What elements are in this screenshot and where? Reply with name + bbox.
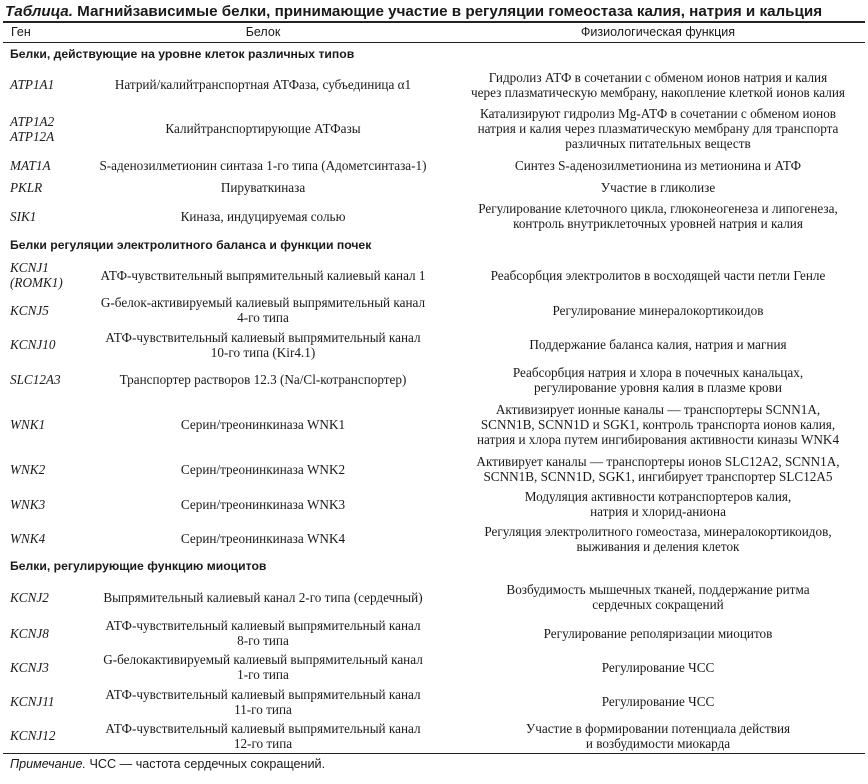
gene-cell-line: (ROMK1) (10, 275, 63, 290)
function-cell (451, 327, 865, 362)
gene-cell-line: WNK3 (10, 496, 46, 512)
protein-cell (75, 650, 451, 684)
protein-cell-line: G-белокактивируемый калиевый выпрямительный канал (103, 652, 423, 667)
function-cell-line: Регулирование клеточного цикла, глюконеогенеза и липогенеза, (478, 201, 838, 216)
gene-cell (3, 719, 75, 753)
function-cell-line: Модуляция активности котранспортеров калия, (524, 489, 792, 504)
table-body (3, 43, 865, 773)
protein-cell-line: 11-го типа (234, 701, 292, 717)
protein-cell-line: Пируваткиназа (220, 179, 306, 195)
protein-cell-line: 12-го типа (233, 735, 293, 751)
protein-cell-line: Серин/треонинкиназа WNK2 (180, 461, 346, 477)
protein-cell-line: АТФ-чувствительный калиевый выпрямительный канал (105, 686, 421, 702)
footnote (3, 753, 865, 773)
function-cell-line: Катализируют гидролиз Mg-АТФ в сочетании с обменом ионов (479, 106, 837, 121)
table-row (3, 176, 865, 198)
function-cell (451, 684, 865, 719)
gene-cell-line: KCNJ2 (10, 589, 49, 605)
gene-cell-line: KCNJ8 (10, 625, 49, 641)
gene-cell-line: KCNJ10 (10, 337, 56, 352)
protein-cell (75, 684, 451, 719)
function-cell-line: Регулирование минералокортикоидов (552, 302, 764, 318)
function-cell (451, 397, 865, 452)
function-cell-line: SCNN1B, SCNN1D, SGK1, ингибирует транспортер SLC12A5 (483, 469, 833, 484)
protein-cell (75, 397, 451, 452)
table-row (3, 486, 865, 522)
caption-text: Магнийзависимые белки, принимающие участие в регуляции гомеостаза калия, натрия и кальция (77, 3, 823, 20)
function-cell-line: Активирует каналы — транспортеры ионов SLC12A2, SCNN1A, (476, 454, 840, 469)
gene-cell-line: WNK2 (10, 461, 46, 477)
table-row (3, 684, 865, 719)
gene-cell (3, 616, 75, 650)
table-row (3, 522, 865, 555)
function-cell-line: натрия и калия через плазматическую мембрану для транспорта (477, 121, 839, 136)
gene-cell-line: PKLR (10, 179, 43, 195)
protein-cell (75, 486, 451, 522)
protein-cell (75, 616, 451, 650)
function-cell (451, 616, 865, 650)
gene-cell (3, 650, 75, 684)
header-protein: Белок (75, 22, 451, 43)
table-row (3, 578, 865, 616)
protein-cell (75, 327, 451, 362)
gene-cell (3, 257, 75, 293)
section-title: Белки, действующие на уровне клеток различных типов (10, 47, 355, 61)
data-table (3, 21, 865, 773)
header-gene: Ген (3, 22, 75, 43)
protein-cell (75, 103, 451, 154)
protein-cell (75, 578, 451, 616)
table-row (3, 66, 865, 103)
gene-cell-line: ATP12A (10, 128, 55, 144)
function-cell (451, 522, 865, 555)
protein-cell-line: АТФ-чувствительный калиевый выпрямительный канал (105, 618, 421, 633)
section-row (3, 43, 865, 67)
gene-cell (3, 198, 75, 234)
gene-cell (3, 293, 75, 327)
protein-cell-line: Серин/треонинкиназа WNK4 (180, 531, 346, 546)
gene-cell-line: KCNJ1 (10, 260, 49, 275)
function-cell-line: сердечных сокращений (592, 597, 724, 612)
table-row (3, 154, 865, 176)
protein-cell-line: 8-го типа (237, 633, 289, 648)
function-cell-line: через плазматическую мембрану, накопление клеткой ионов калия (471, 84, 845, 100)
protein-cell-line: Выпрямительный калиевый канал 2-го типа (сердечный) (103, 589, 423, 605)
function-cell (451, 154, 865, 176)
function-cell-line: Возбудимость мышечных тканей, поддержание ритма (506, 582, 810, 597)
gene-cell-line: KCNJ12 (10, 728, 56, 744)
function-cell-line: Гидролиз АТФ в сочетании с обменом ионов натрия и калия (488, 69, 828, 85)
function-cell-line: натрия и хлорид-аниона (590, 504, 726, 519)
gene-cell (3, 578, 75, 616)
protein-cell (75, 154, 451, 176)
table-row (3, 719, 865, 753)
function-cell (451, 452, 865, 486)
protein-cell (75, 719, 451, 753)
gene-cell-line: ATP1A2 (10, 113, 55, 129)
gene-cell (3, 327, 75, 362)
gene-cell (3, 176, 75, 198)
function-cell-line: Реабсорбция натрия и хлора в почечных канальцах, (512, 364, 804, 380)
protein-cell-line: 1-го типа (237, 667, 289, 682)
protein-cell-line: S-аденозилметионин синтаза 1-го типа (Адометсинтаза-1) (99, 157, 427, 173)
gene-cell-line: SLC12A3 (10, 372, 61, 387)
gene-cell-line: WNK1 (10, 417, 46, 432)
gene-cell (3, 452, 75, 486)
function-cell (451, 66, 865, 103)
gene-cell (3, 66, 75, 103)
gene-cell-line: KCNJ5 (10, 302, 49, 318)
function-cell-line: Регулирование ЧСС (601, 659, 715, 675)
function-cell (451, 578, 865, 616)
table-row (3, 327, 865, 362)
function-cell-line: Участие в формировании потенциала действия (525, 720, 791, 736)
function-cell (451, 362, 865, 397)
gene-cell (3, 154, 75, 176)
protein-cell (75, 198, 451, 234)
protein-cell-line: Калийтранспортирующие АТФазы (165, 121, 361, 136)
protein-cell-line: АТФ-чувствительный калиевый выпрямительный канал (105, 329, 421, 345)
section-row (3, 234, 865, 257)
protein-cell (75, 293, 451, 327)
function-cell-line: SCNN1B, SCNN1D и SGK1, контроль транспорта ионов калия, (480, 417, 836, 432)
function-cell (451, 650, 865, 684)
footnote-lead: Примечание. (10, 756, 87, 771)
gene-cell-line: WNK4 (10, 531, 46, 546)
caption-lead: Таблица. (5, 3, 73, 20)
function-cell-line: регулирование уровня калия в плазме крови (534, 379, 782, 395)
gene-cell-line: ATP1A1 (10, 77, 55, 92)
gene-cell-line: KCNJ3 (10, 659, 49, 675)
function-cell-line: Синтез S-аденозилметионина из метионина и АТФ (514, 157, 802, 173)
table-row (3, 616, 865, 650)
protein-cell-line: Серин/треонинкиназа WNK3 (180, 496, 346, 512)
gene-cell (3, 522, 75, 555)
gene-cell (3, 362, 75, 397)
protein-cell-line: Натрий/калийтранспортная АТФаза, субъединица α1 (114, 77, 412, 92)
protein-cell-line: Транспортер растворов 12.3 (Na/Cl-котранспортер) (119, 372, 407, 387)
protein-cell (75, 452, 451, 486)
function-cell-line: выживания и деления клеток (576, 538, 740, 554)
function-cell (451, 176, 865, 198)
protein-cell-line: АТФ-чувствительный калиевый выпрямительный канал (105, 720, 421, 736)
section-row (3, 555, 865, 578)
protein-cell (75, 257, 451, 293)
gene-cell (3, 486, 75, 522)
protein-cell (75, 176, 451, 198)
gene-cell-line: SIK1 (10, 208, 37, 224)
header-function: Физиологическая функция (451, 22, 865, 43)
footnote-text: ЧСС — частота сердечных сокращений. (89, 756, 326, 771)
gene-cell (3, 397, 75, 452)
function-cell (451, 103, 865, 154)
function-cell (451, 486, 865, 522)
function-cell-line: Регулирование ЧСС (601, 694, 715, 709)
protein-cell (75, 66, 451, 103)
function-cell-line: и возбудимости миокарда (585, 735, 731, 751)
section-title: Белки регуляции электролитного баланса и функции почек (10, 238, 372, 252)
protein-cell-line: 10-го типа (Kir4.1) (210, 344, 316, 360)
gene-cell (3, 684, 75, 719)
function-cell (451, 719, 865, 753)
function-cell-line: контроль внутриклеточных уровней натрия и калия (513, 216, 803, 231)
function-cell-line: Регулирование реполяризации миоцитов (543, 625, 773, 641)
protein-cell-line: АТФ-чувствительный выпрямительный калиевый канал 1 (100, 267, 426, 283)
header-row (3, 22, 865, 43)
protein-cell (75, 362, 451, 397)
table-row (3, 362, 865, 397)
section-title: Белки, регулирующие функцию миоцитов (10, 559, 267, 573)
table-row (3, 103, 865, 154)
table-row (3, 397, 865, 452)
gene-cell-line: KCNJ11 (10, 694, 55, 709)
table-row (3, 257, 865, 293)
footnote-row (3, 753, 865, 773)
protein-cell-line: Серин/треонинкиназа WNK1 (180, 417, 346, 432)
protein-cell-line: 4-го типа (237, 310, 289, 325)
table-row (3, 452, 865, 486)
function-cell (451, 293, 865, 327)
function-cell-line: Реабсорбция электролитов в восходящей части петли Генле (490, 267, 826, 283)
function-cell-line: Участие в гликолизе (600, 179, 716, 195)
function-cell-line: натрия и хлора путем ингибирования активности киназы WNK4 (476, 432, 840, 447)
table-row (3, 293, 865, 327)
table-row (3, 198, 865, 234)
function-cell-line: различных питательных веществ (565, 136, 751, 151)
function-cell-line: Регуляция электролитного гомеостаза, минералокортикоидов, (484, 523, 832, 539)
protein-cell-line: Киназа, индуцируемая солью (180, 208, 346, 224)
function-cell-line: Активизирует ионные каналы — транспортеры SCNN1A, (495, 402, 821, 417)
function-cell (451, 257, 865, 293)
function-cell (451, 198, 865, 234)
gene-cell (3, 103, 75, 154)
protein-cell-line: G-белок-активируемый калиевый выпрямительный канал (100, 295, 426, 310)
table-row (3, 650, 865, 684)
gene-cell-line: MAT1A (10, 157, 51, 173)
protein-cell (75, 522, 451, 555)
function-cell-line: Поддержание баланса калия, натрия и магния (529, 337, 787, 352)
table-caption (3, 3, 865, 21)
